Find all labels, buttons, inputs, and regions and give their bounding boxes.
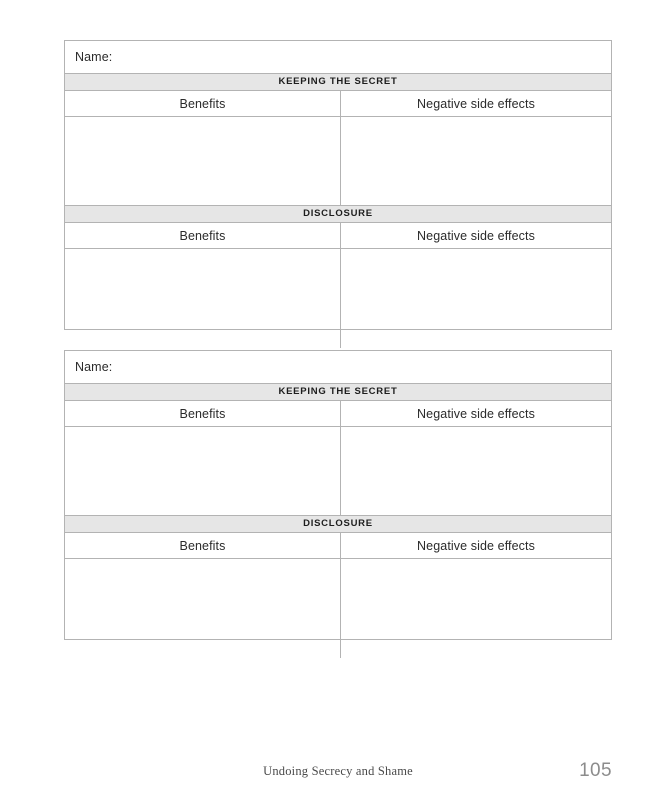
column-header-row (65, 91, 611, 117)
section-banner-label: KEEPING THE SECRET (278, 386, 398, 398)
name-row (65, 41, 611, 74)
footer-running-title: Undoing Secrecy and Shame (263, 764, 413, 778)
answer-row (65, 117, 611, 206)
column-header-label: Negative side effects (417, 406, 535, 421)
answer-cell-negative-side-effects[interactable] (341, 559, 611, 658)
section-banner-label: DISCLOSURE (303, 208, 373, 220)
section-banner-disclosure (65, 516, 611, 533)
answer-cell-negative-side-effects[interactable] (341, 427, 611, 515)
answer-cell-benefits[interactable] (65, 427, 341, 515)
answer-row (65, 249, 611, 348)
column-header-benefits (65, 533, 341, 558)
column-header-label: Benefits (179, 96, 226, 111)
section-banner-keeping-the-secret (65, 74, 611, 91)
column-header-label: Benefits (179, 228, 226, 243)
column-header-row (65, 533, 611, 559)
column-header-row (65, 401, 611, 427)
worksheet-block (64, 350, 612, 640)
column-header-negative-side-effects (341, 91, 611, 116)
section-banner-keeping-the-secret (65, 384, 611, 401)
column-header-negative-side-effects (341, 533, 611, 558)
name-label: Name: (75, 360, 113, 374)
column-header-benefits (65, 401, 341, 426)
column-header-label: Benefits (179, 406, 226, 421)
column-header-label: Benefits (179, 538, 226, 553)
column-header-negative-side-effects (341, 223, 611, 248)
section-banner-disclosure (65, 206, 611, 223)
page-number: 105 (579, 760, 612, 781)
answer-row (65, 427, 611, 516)
page-footer (64, 760, 612, 794)
column-header-benefits (65, 223, 341, 248)
answer-row (65, 559, 611, 658)
answer-cell-benefits[interactable] (65, 559, 341, 658)
section-banner-label: KEEPING THE SECRET (278, 76, 398, 88)
name-label: Name: (75, 50, 113, 64)
column-header-benefits (65, 91, 341, 116)
column-header-label: Negative side effects (417, 96, 535, 111)
section-banner-label: DISCLOSURE (303, 518, 373, 530)
answer-cell-negative-side-effects[interactable] (341, 249, 611, 348)
answer-cell-benefits[interactable] (65, 117, 341, 205)
name-row (65, 351, 611, 384)
answer-cell-benefits[interactable] (65, 249, 341, 348)
answer-cell-negative-side-effects[interactable] (341, 117, 611, 205)
column-header-label: Negative side effects (417, 538, 535, 553)
column-header-row (65, 223, 611, 249)
worksheet-block (64, 40, 612, 330)
column-header-label: Negative side effects (417, 228, 535, 243)
column-header-negative-side-effects (341, 401, 611, 426)
